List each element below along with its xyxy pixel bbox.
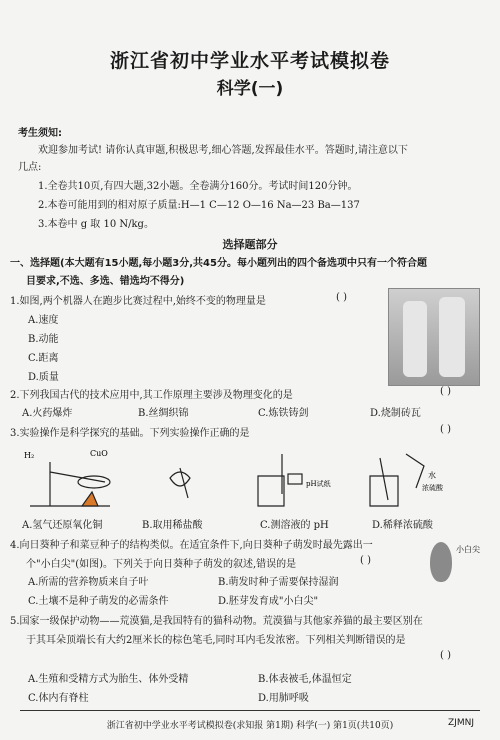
page-footer: 浙江省初中学业水平考试模拟卷(求知报 第1期) 科学(一) 第1页(共10页) bbox=[106, 721, 394, 731]
water-label: 水 bbox=[428, 471, 436, 480]
notice-item-3: 3.本卷中 g 取 10 N/kg。 bbox=[38, 219, 154, 230]
notice-intro: 欢迎参加考试! 请你认真审题,积极思考,细心答题,发挥最佳水平。答题时,请注意以下 bbox=[38, 145, 408, 156]
q3-option-b: B.取用稀盐酸 bbox=[142, 520, 203, 531]
q3-answer-paren: ( ) bbox=[440, 424, 451, 435]
q5-option-a: A.生殖和受精方式为胎生、体外受精 bbox=[28, 674, 189, 685]
q5-option-b: B.体表被毛,体温恒定 bbox=[258, 674, 352, 685]
part1-heading: 一、选择题(本大题有15小题,每小题3分,共45分。每小题列出的四个备选项中只有一个符合题 bbox=[10, 258, 427, 269]
q4-option-b: B.萌发时种子需要保持湿润 bbox=[218, 577, 339, 588]
q1-option-a: A.速度 bbox=[28, 315, 59, 326]
notice-item-2: 2.本卷可能用到的相对原子质量:H—1 C—12 O—16 Na—23 Ba—137 bbox=[38, 200, 360, 211]
sunflower-seed-image bbox=[430, 542, 452, 582]
q1-option-c: C.距离 bbox=[28, 353, 59, 364]
q3-option-a: A.氢气还原氧化铜 bbox=[22, 520, 103, 531]
q4-answer-paren: ( ) bbox=[360, 555, 371, 566]
q4-stem-cont: 个"小白尖"(如图)。下列关于向日葵种子萌发的叙述,错误的是 bbox=[26, 559, 297, 570]
q1-option-b: B.动能 bbox=[28, 334, 59, 345]
q2-option-a: A.火药爆炸 bbox=[22, 408, 73, 419]
q5-option-d: D.用肺呼吸 bbox=[258, 693, 309, 704]
q4-option-c: C.土壤不是种子萌发的必需条件 bbox=[28, 596, 169, 607]
exam-title: 浙江省初中学业水平考试模拟卷 bbox=[109, 50, 390, 72]
footer-divider bbox=[20, 710, 480, 711]
h2-label: H₂ bbox=[24, 451, 35, 460]
q1-stem: 1.如图,两个机器人在跑步比赛过程中,始终不变的物理量是 bbox=[10, 296, 266, 307]
notice-intro-cont: 几点: bbox=[18, 162, 42, 173]
q1-option-d: D.质量 bbox=[28, 372, 59, 383]
q1-answer-paren: ( ) bbox=[336, 292, 347, 303]
q2-option-d: D.烧制砖瓦 bbox=[370, 408, 421, 419]
q4-option-d: D.胚芽发育成"小白尖" bbox=[218, 596, 319, 607]
ph-paper-label: pH试纸 bbox=[306, 480, 331, 488]
cuo-label: CuO bbox=[90, 449, 108, 458]
lab-equipment-illustration bbox=[20, 448, 480, 510]
q5-stem: 5.国家一级保护动物——荒漠猫,是我国特有的猫科动物。荒漠猫与其他家养猫的最主要区别在 bbox=[10, 616, 423, 627]
part1-heading-cont: 目要求,不选、多选、错选均不得分) bbox=[26, 276, 185, 287]
notice-heading: 考生须知: bbox=[18, 128, 62, 139]
notice-item-1: 1.全卷共10页,有四大题,32小题。全卷满分160分。考试时间120分钟。 bbox=[38, 181, 358, 192]
q4-stem: 4.向日葵种子和菜豆种子的结构类似。在适宜条件下,向日葵种子萌发时最先露出一 bbox=[10, 540, 373, 551]
q5-option-c: C.体内有脊柱 bbox=[28, 693, 89, 704]
running-robots-photo bbox=[388, 288, 480, 386]
acid-label: 浓硫酸 bbox=[422, 484, 443, 492]
seed-tip-label: 小白尖 bbox=[456, 545, 480, 554]
section-title: 选择题部分 bbox=[222, 238, 278, 251]
q3-stem: 3.实验操作是科学探究的基础。下列实验操作正确的是 bbox=[10, 428, 250, 439]
q2-answer-paren: ( ) bbox=[440, 386, 451, 397]
q5-stem-cont: 于其耳朵顶端长有大约2厘米长的棕色笔毛,同时耳内毛发浓密。下列相关判断错误的是 bbox=[26, 635, 406, 646]
q3-option-d: D.稀释浓硫酸 bbox=[372, 520, 433, 531]
q2-option-b: B.丝绸织锦 bbox=[138, 408, 189, 419]
footer-code: ZJMNJ bbox=[448, 718, 474, 728]
q2-option-c: C.炼铁铸剑 bbox=[258, 408, 309, 419]
q2-stem: 2.下列我国古代的技术应用中,其工作原理主要涉及物理变化的是 bbox=[10, 390, 293, 401]
q3-option-c: C.测溶液的 pH bbox=[260, 520, 329, 531]
q4-option-a: A.所需的营养物质来自子叶 bbox=[28, 577, 149, 588]
exam-subtitle: 科学(一) bbox=[216, 79, 284, 99]
q5-answer-paren: ( ) bbox=[440, 650, 451, 661]
